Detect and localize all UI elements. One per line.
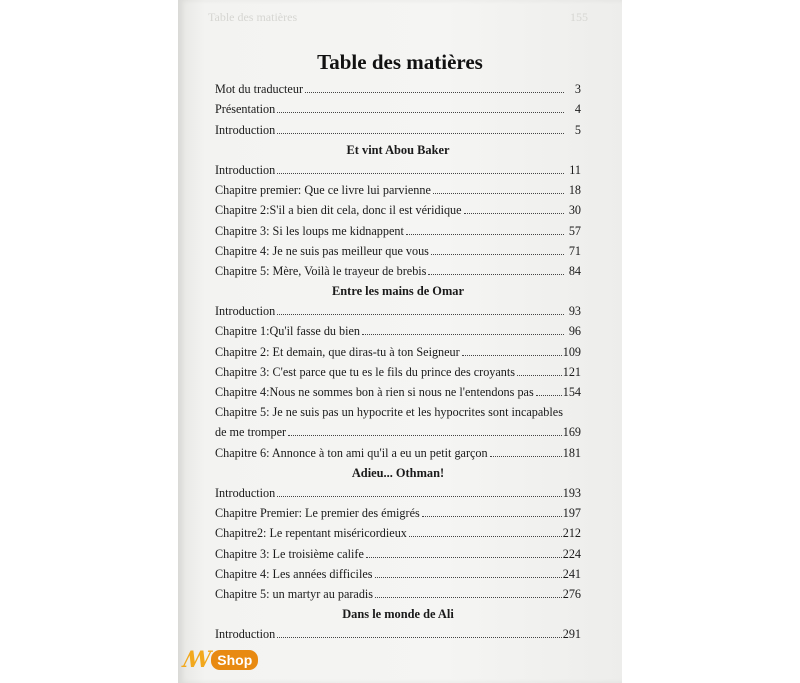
toc-entry-label: Présentation (215, 102, 276, 117)
leader-dots (277, 314, 564, 315)
toc-entry-page: 71 (568, 243, 581, 258)
leader-dots (277, 637, 561, 638)
leader-dots (536, 395, 562, 396)
toc-entry-page: 154 (562, 385, 581, 399)
book-page (178, 0, 622, 683)
toc-entry[interactable] (215, 97, 581, 117)
toc-entry-label: de me tromper (215, 425, 287, 440)
toc-entry-label: Chapitre 4:Nous ne sommes bon à rien si nous ne l'entendons pas (215, 385, 534, 399)
toc-entry[interactable] (215, 259, 581, 279)
leader-dots (431, 254, 564, 255)
leader-dots (362, 334, 564, 335)
toc-entry[interactable] (215, 622, 581, 642)
toc-entry-page: 276 (562, 586, 581, 601)
toc-entry-label: Chapitre 1:Qu'il fasse du bien (215, 324, 361, 339)
toc-entry-label: Introduction (215, 162, 276, 177)
toc-entry[interactable] (215, 117, 581, 137)
shop-logo[interactable] (183, 647, 258, 673)
leader-dots (375, 597, 562, 598)
table-of-contents (215, 77, 581, 642)
toc-entry[interactable] (215, 380, 581, 400)
logo-text: Shop (211, 650, 258, 670)
section-heading: Entre les mains de Omar (332, 284, 464, 299)
toc-entry-label: Chapitre 6: Annonce à ton ami qu'il a eu un petit garçon (215, 445, 488, 460)
toc-entry-label: Chapitre2: Le repentant miséricordieux (215, 526, 407, 541)
toc-entry-label: Chapitre 3: Le troisième calife (215, 546, 364, 561)
toc-entry-page: 96 (568, 324, 581, 339)
leader-dots (517, 375, 562, 376)
toc-entry-label: Introduction (215, 122, 276, 137)
toc-entry-page: 212 (562, 526, 581, 541)
leader-dots (366, 557, 562, 558)
leader-dots (277, 496, 561, 497)
toc-entry[interactable] (215, 481, 581, 501)
toc-entry-label: Chapitre 5: Mère, Voilà le trayeur de brebis (215, 263, 427, 278)
toc-entry-page: 181 (562, 445, 581, 460)
leader-dots (277, 133, 564, 134)
toc-entry-label: Chapitre 3: C'est parce que tu es le fils du prince des croyants (215, 364, 516, 379)
leader-dots (375, 577, 562, 578)
section-heading: Dans le monde de Ali (342, 607, 454, 622)
toc-entry[interactable] (215, 360, 581, 380)
toc-entry[interactable] (215, 319, 581, 339)
leader-dots (433, 193, 564, 194)
toc-entry-label: Introduction (215, 627, 276, 642)
toc-entry-continuation[interactable] (215, 420, 581, 440)
toc-entry-page: 4 (574, 102, 581, 117)
toc-entry-page: 169 (562, 425, 581, 440)
toc-entry-page: 5 (574, 122, 581, 137)
show-through-running-head: Table des matières (208, 10, 298, 24)
leader-dots (288, 435, 562, 436)
leader-dots (277, 173, 564, 174)
toc-entry-page: 30 (568, 203, 581, 218)
toc-entry[interactable] (215, 541, 581, 561)
toc-entry-page: 291 (562, 627, 581, 642)
toc-entry-label: Mot du traducteur (215, 82, 303, 97)
toc-entry[interactable] (215, 339, 581, 359)
toc-entry-label: Chapitre 2:S'il a bien dit cela, donc il est véridique (215, 203, 462, 218)
leader-dots (277, 112, 564, 113)
leader-dots (422, 516, 562, 517)
toc-entry[interactable] (215, 239, 581, 259)
toc-entry[interactable] (215, 501, 581, 521)
toc-entry-page: 57 (568, 223, 581, 238)
toc-entry-label: Chapitre premier: Que ce livre lui parvienne (215, 183, 431, 198)
toc-entry[interactable] (215, 198, 581, 218)
toc-entry[interactable] (215, 440, 581, 460)
leader-dots (462, 355, 562, 356)
toc-entry-page: 224 (562, 546, 581, 561)
toc-entry[interactable] (215, 400, 581, 420)
toc-entry-label: Chapitre Premier: Le premier des émigrés (215, 506, 420, 521)
toc-entry[interactable] (215, 218, 581, 238)
toc-entry[interactable] (215, 158, 581, 178)
toc-entry-label: Chapitre 2: Et demain, que diras-tu à ton Seigneur (215, 344, 460, 359)
toc-entry-page: 197 (562, 506, 581, 521)
section-heading: Et vint Abou Baker (346, 142, 450, 157)
logo-swirl-icon: ꟿ (183, 647, 210, 673)
toc-entry-page: 93 (568, 304, 581, 319)
toc-entry-page: 3 (574, 82, 581, 97)
leader-dots (305, 92, 564, 93)
toc-entry[interactable] (215, 521, 581, 541)
toc-entry-label: Chapitre 5: un martyr au paradis (215, 586, 374, 601)
leader-dots (406, 234, 564, 235)
leader-dots (464, 213, 564, 214)
toc-entry-page: 11 (569, 162, 581, 177)
toc-entry-page: 241 (562, 566, 581, 581)
leader-dots (490, 456, 562, 457)
page-title: Table des matières (317, 50, 483, 74)
toc-entry-page: 84 (568, 263, 581, 278)
toc-entry-label: Chapitre 4: Je ne suis pas meilleur que vous (215, 243, 429, 258)
toc-entry[interactable] (215, 562, 581, 582)
show-through-page-number: 155 (570, 10, 588, 24)
toc-entry[interactable] (215, 299, 581, 319)
leader-dots (428, 274, 564, 275)
toc-entry[interactable] (215, 178, 581, 198)
toc-entry-label: Chapitre 4: Les années difficiles (215, 566, 373, 581)
toc-entry-page: 121 (562, 364, 581, 379)
toc-entry-label: Chapitre 3: Si les loups me kidnappent (215, 223, 404, 238)
toc-entry-page: 18 (568, 183, 581, 198)
leader-dots (409, 536, 562, 537)
section-heading: Adieu... Othman! (351, 465, 445, 480)
toc-entry-label: Introduction (215, 304, 276, 319)
toc-entry-label: Introduction (215, 485, 276, 500)
toc-entry[interactable] (215, 77, 581, 97)
toc-entry-page: 193 (562, 485, 581, 500)
toc-entry[interactable] (215, 582, 581, 602)
toc-entry-page: 109 (562, 344, 581, 359)
toc-entry-label: Chapitre 5: Je ne suis pas un hypocrite et les hypocrites sont incapables (215, 405, 563, 420)
